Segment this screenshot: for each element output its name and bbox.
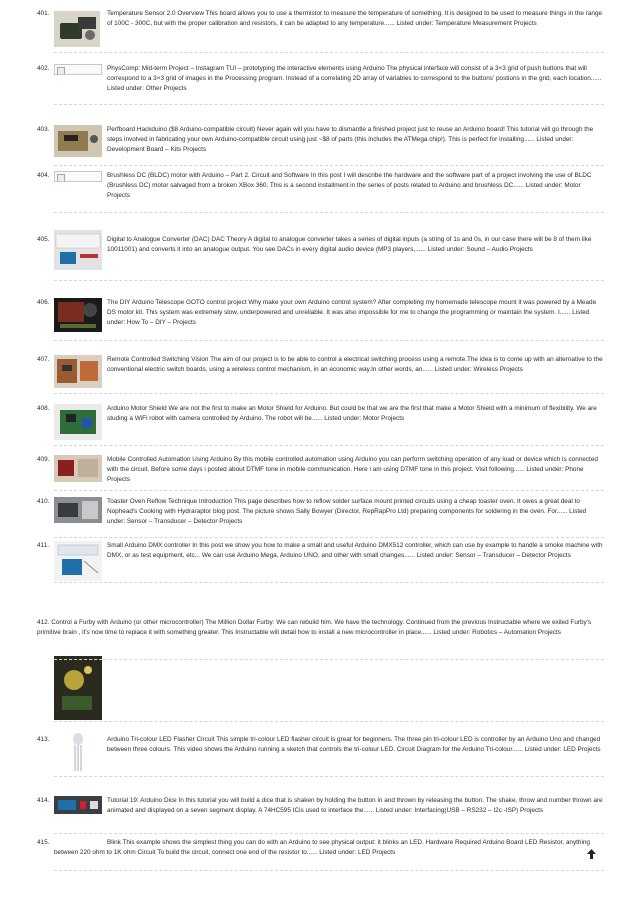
item-number: 408. (37, 405, 50, 412)
item-number: 402. (37, 65, 50, 72)
item-description: PhysComp: Mid-term Project – Instagram TUI – prototyping the interactive elements using Arduino The physical interface will consist of a 3×3 grid of push buttons that will correspond to a 3×3 grid of images in the Processing program. Instead of a correlating 2D array of variables to correspond to the buttons' postions in the grid, each location...... Listed under: Other Projects (107, 65, 602, 93)
item-description: 412. Control a Furby with Arduino (or other microcontroller) The Million Dollar Furby: We can rebuild him. We have the technology. Continued from the previous Instructable where we exiled Furby's primitive brain , it's now time to replace it with something greater. This Instructable will detail how to install a new microcontroller in place...... Listed under: Robotics – Automation Projects (37, 619, 592, 637)
separator (54, 104, 604, 105)
thumbnail-image[interactable] (54, 497, 102, 523)
thumbnail-image[interactable] (54, 796, 102, 814)
item-description: Toaster Oven Reflow Technique Introduction This page describes how to reflow solder surface mount printed circuits using a cheap toaster oven. It owes a great deal to Nophead's Cooking with Hydraraptor blog post. The picture shows Sally Bowyer (Director, RepRapPro Ltd) preparing components for soldering in the oven. For...... Listed under: Sensor – Transducer – Detector Projects (107, 498, 587, 526)
item-number: 403. (37, 126, 50, 133)
item-number: 413. (37, 736, 50, 743)
separator (54, 490, 604, 491)
separator (54, 212, 604, 213)
item-number: 411. (37, 542, 49, 549)
thumbnail-image[interactable] (54, 455, 102, 482)
item-description: The DIY Arduino Telescope GOTO control project Why make your own Arduino control system? After completing my homemade telescope mount it was powered by a Meade DS motor kit. This system was extremely slow, underpowered and unreliable. It was also impossible for me to change the programming or maintain the system. I...... Listed under: How To – DIY – Projects (107, 299, 597, 327)
separator (54, 340, 604, 341)
item-number: 410. (37, 498, 50, 505)
thumbnail-image[interactable] (54, 541, 102, 581)
arrow-up-icon[interactable] (587, 849, 596, 859)
separator (54, 721, 604, 722)
item-number: 415. (37, 839, 50, 846)
item-number: 406. (37, 299, 50, 306)
thumbnail-image[interactable] (54, 298, 102, 332)
thumbnail-image[interactable] (54, 404, 102, 440)
item-description: Arduino Motor Shield We are not the first to make an Motor Shield for Arduino. But could be that we are the first that make a Motor Shield with a minimum of flexibility. We are studing a WiFi robot with camera controlled by Arduino. The robot will be...... Listed under: Motor Projects (107, 405, 597, 423)
item-description: Tutorial 19: Arduino Dice In this tutorial you will build a dice that is shaken by holding the button in and thrown by releasing the button. The shake, throw and number thrown are animated and displayed on a seven segment display. A 74HC595 ICis used to interface the...... Listed under: Interfacing(USB – RS232 – I2c -ISP) Projects (107, 797, 603, 815)
thumbnail-image[interactable] (54, 656, 102, 720)
item-description: Arduino Tri-colour LED Flasher Circuit This simple tri-colour LED flasher circuit is great for beginners. The three pin tri-colour LED is controller by an Arduino Uno and changed between three colours. This video shows the Arduino running a sketch that controls the tri-colour LED. Circuit Diagram for the Arduino Tri-colour...... Listed under: LED Projects (107, 736, 601, 754)
separator (54, 659, 604, 660)
item-number: 405. (37, 236, 50, 243)
item-description: Brushless DC (BLDC) motor with Arduino – Part 2. Circuit and Software In this post I will describe the hardware and the software part of a project involving the use of BLDC (Brushless DC) motor salvaged from a broken XBox 360. This is a second installment in the series of posts related to Arduino and brushless DC...... Listed under: Motor Projects (107, 172, 592, 200)
broken-image-icon[interactable] (54, 64, 102, 75)
broken-image-icon[interactable] (54, 171, 102, 182)
item-description: Temperature Sensor 2.0 Overview This board allows you to use a thermistor to measure the temperature of something. It is designed to be used to measure things in the range of 100C - 300C, but with the proper calibration and resistors, it can be adapted to any temperature...... Listed under: Temperature Measurement Projects (107, 10, 603, 28)
item-description: Small Arduino DMX controller In this post we show you how to make a small and useful Arduino DMX512 controller, which can use by example to handle a smoke machine with DMX, or as test equipment, etc... We can use Arduino Mega, Arduino UNO, and other with small changes...... Listed under: Sensor – Transducer – Detector Projects (107, 542, 603, 560)
separator (54, 393, 604, 394)
item-number: 412. (37, 619, 50, 626)
separator (54, 833, 604, 834)
thumbnail-image[interactable] (54, 355, 102, 388)
item-description: Remote Controlled Switching Vision The aim of our project is to be able to control a electrical switching process using a remote.The idea is to come up with an alternative to the conventional electric switch boards, using a wireless control mechanism, in an economic way.In other words, an...... Listed under: Wireless Projects (107, 356, 603, 374)
separator (54, 582, 604, 583)
thumbnail-image[interactable] (54, 11, 100, 47)
thumbnail-image[interactable] (54, 230, 102, 270)
thumbnail-image[interactable] (54, 731, 102, 773)
item-number: 404. (37, 172, 50, 179)
separator (54, 776, 604, 777)
separator (54, 280, 604, 281)
separator (54, 445, 604, 446)
item-description: Blink This example shows the simplest thing you can do with an Arduino to see physical output: it blinks an LED. Hardware Required Arduino Board LED Resistor, anything between 220 ohm to 1K ohm Circuit To build the circuit, connect one end of the resistor to...... Listed under: LED Projects (54, 839, 590, 857)
item-number: 401. (37, 10, 50, 17)
item-description: Mobile Controlled Automation Using Arduino By this mobile controlled automation using Arduino you can perform switching operation of any load or device which is connected with the circuit. Before some days i posted about DTMF tone in mobile communication. Here i am using DTMF tone in this project. Visit following...... Listed under: Phone Projects (107, 456, 598, 484)
separator (54, 870, 604, 871)
item-number: 414. (37, 797, 50, 804)
item-description: Perfboard Hackduino ($8 Arduino-compatible circuit) Never again will you have to dismantle a finished project just to reuse an Arduino board! This tutorial will go through the steps involved in fabricating your own Arduino-compatible circuit using just ~$8 of parts (this includes the ATMega chip!). This is perfect for installing...... Listed under: Development Board – Kits Projects (107, 126, 594, 154)
thumbnail-image[interactable] (54, 125, 102, 157)
item-description: Digital to Analogue Converter (DAC) DAC Theory A digital to analogue converter takes a series of digital inputs (a string of 1s and 0s, in our case there will be 8 of them like 10011001) and converts it into an analogue output. You see DACs in every digital audio device (MP3 players,...... Listed under: Sound – Audio Projects (107, 236, 592, 254)
separator (54, 52, 604, 53)
separator (54, 537, 604, 538)
item-number: 409. (37, 456, 50, 463)
item-number: 407. (37, 356, 50, 363)
separator (54, 165, 604, 166)
